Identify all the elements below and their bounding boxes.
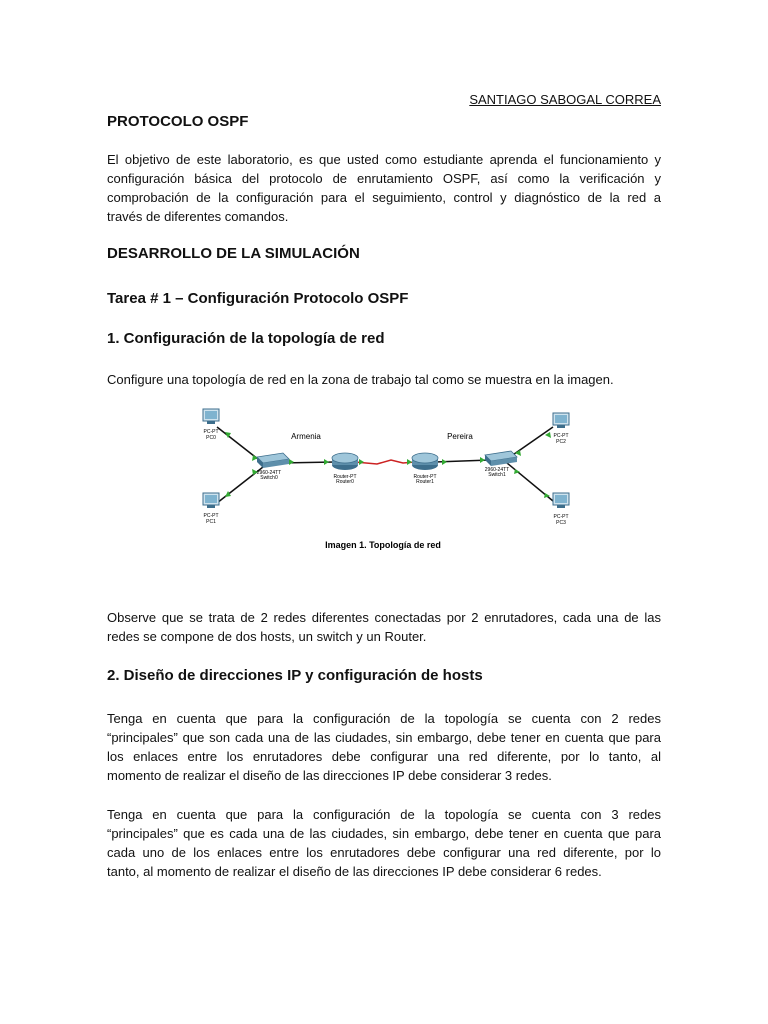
paragraph-line: Tenga en cuenta que para la configuración de la topología se cuenta con 2 redes [107, 711, 661, 726]
intro-line: comprobación de la configuración para el seguimiento, control y diagnóstico de la red a [107, 190, 661, 205]
paragraph-line: cada uno de los enlaces entre los enrutadores debe configurar una red diferente, por lo [107, 845, 661, 860]
pc1-label: PC-PT [203, 513, 219, 519]
switch0-label: 2960-24TT [256, 470, 282, 476]
paragraph-line: tanto, al momento de realizar el diseño de las direcciones IP debe considerar 6 redes. [107, 864, 602, 879]
router0-icon [332, 453, 358, 470]
figure-caption: Imagen 1. Topología de red [325, 540, 441, 550]
observe-paragraph [107, 608, 661, 646]
city-label-armenia: Armenia [291, 432, 321, 441]
document-title: PROTOCOLO OSPF [107, 113, 249, 130]
intro-line: configuración básica del protocolo de enrutamiento OSPF, así como la verificación y [107, 171, 661, 186]
pc3-icon [553, 493, 569, 508]
paragraph-line: Tenga en cuenta que para la configuración de la topología se cuenta con 3 redes [107, 807, 661, 822]
switch1-label: 2960-24TT [484, 467, 510, 473]
section-title: DESARROLLO DE LA SIMULACIÓN [107, 245, 360, 262]
paragraph-1 [107, 709, 661, 785]
router1-name: Router1 [416, 479, 434, 485]
step2-title: 2. Diseño de direcciones IP y configuración de hosts [107, 667, 483, 684]
step1-text: Configure una topología de red en la zona de trabajo tal como se muestra en la imagen. [107, 372, 614, 387]
observe-line: Observe que se trata de 2 redes diferentes conectadas por 2 enrutadores, cada una de las [107, 610, 661, 625]
intro-paragraph [107, 150, 661, 226]
pc2-icon [553, 413, 569, 428]
pc0-label: PC-PT [203, 429, 219, 435]
author-name: SANTIAGO SABOGAL CORREA [469, 92, 661, 107]
pc1-name: PC1 [206, 519, 216, 525]
switch1-icon [485, 451, 517, 466]
task-title: Tarea # 1 – Configuración Protocolo OSPF [107, 290, 409, 307]
paragraph-line: “principales” que son cada una de las ciudades, sin embargo, debe tener en cuenta que para [107, 730, 661, 745]
intro-line: través de diferentes comandos. [107, 209, 289, 224]
step1-title: 1. Configuración de la topología de red [107, 330, 385, 347]
city-label-pereira: Pereira [447, 432, 473, 441]
router1-label: Router-PT [413, 474, 437, 480]
paragraph-line: momento de realizar el diseño de las direcciones IP debe considerar 3 redes. [107, 768, 552, 783]
router1-icon [412, 453, 438, 470]
observe-line: redes se compone de dos hosts, un switch y un Router. [107, 629, 427, 644]
intro-line: El objetivo de este laboratorio, es que usted como estudiante aprenda el funcionamiento y [107, 152, 661, 167]
paragraph-line: “principales” que es cada una de las ciudades, sin embargo, debe tener en cuenta que para [107, 826, 661, 841]
pc0-icon [203, 409, 219, 424]
router0-name: Router0 [336, 479, 354, 485]
topology-diagram [195, 405, 580, 555]
pc2-name: PC2 [556, 439, 566, 445]
switch1-name: Switch1 [488, 472, 506, 478]
switch0-name: Switch0 [260, 475, 278, 481]
pc3-label: PC-PT [553, 514, 569, 520]
pc1-icon [203, 493, 219, 508]
paragraph-2 [107, 805, 661, 881]
pc2-label: PC-PT [553, 433, 569, 439]
paragraph-line: los enlaces entre los enrutadores debe configurar una red diferente, por lo tanto, al [107, 749, 661, 764]
pc0-name: PC0 [206, 435, 216, 441]
router0-label: Router-PT [333, 474, 357, 480]
pc3-name: PC3 [556, 520, 566, 526]
switch0-icon [257, 453, 289, 468]
